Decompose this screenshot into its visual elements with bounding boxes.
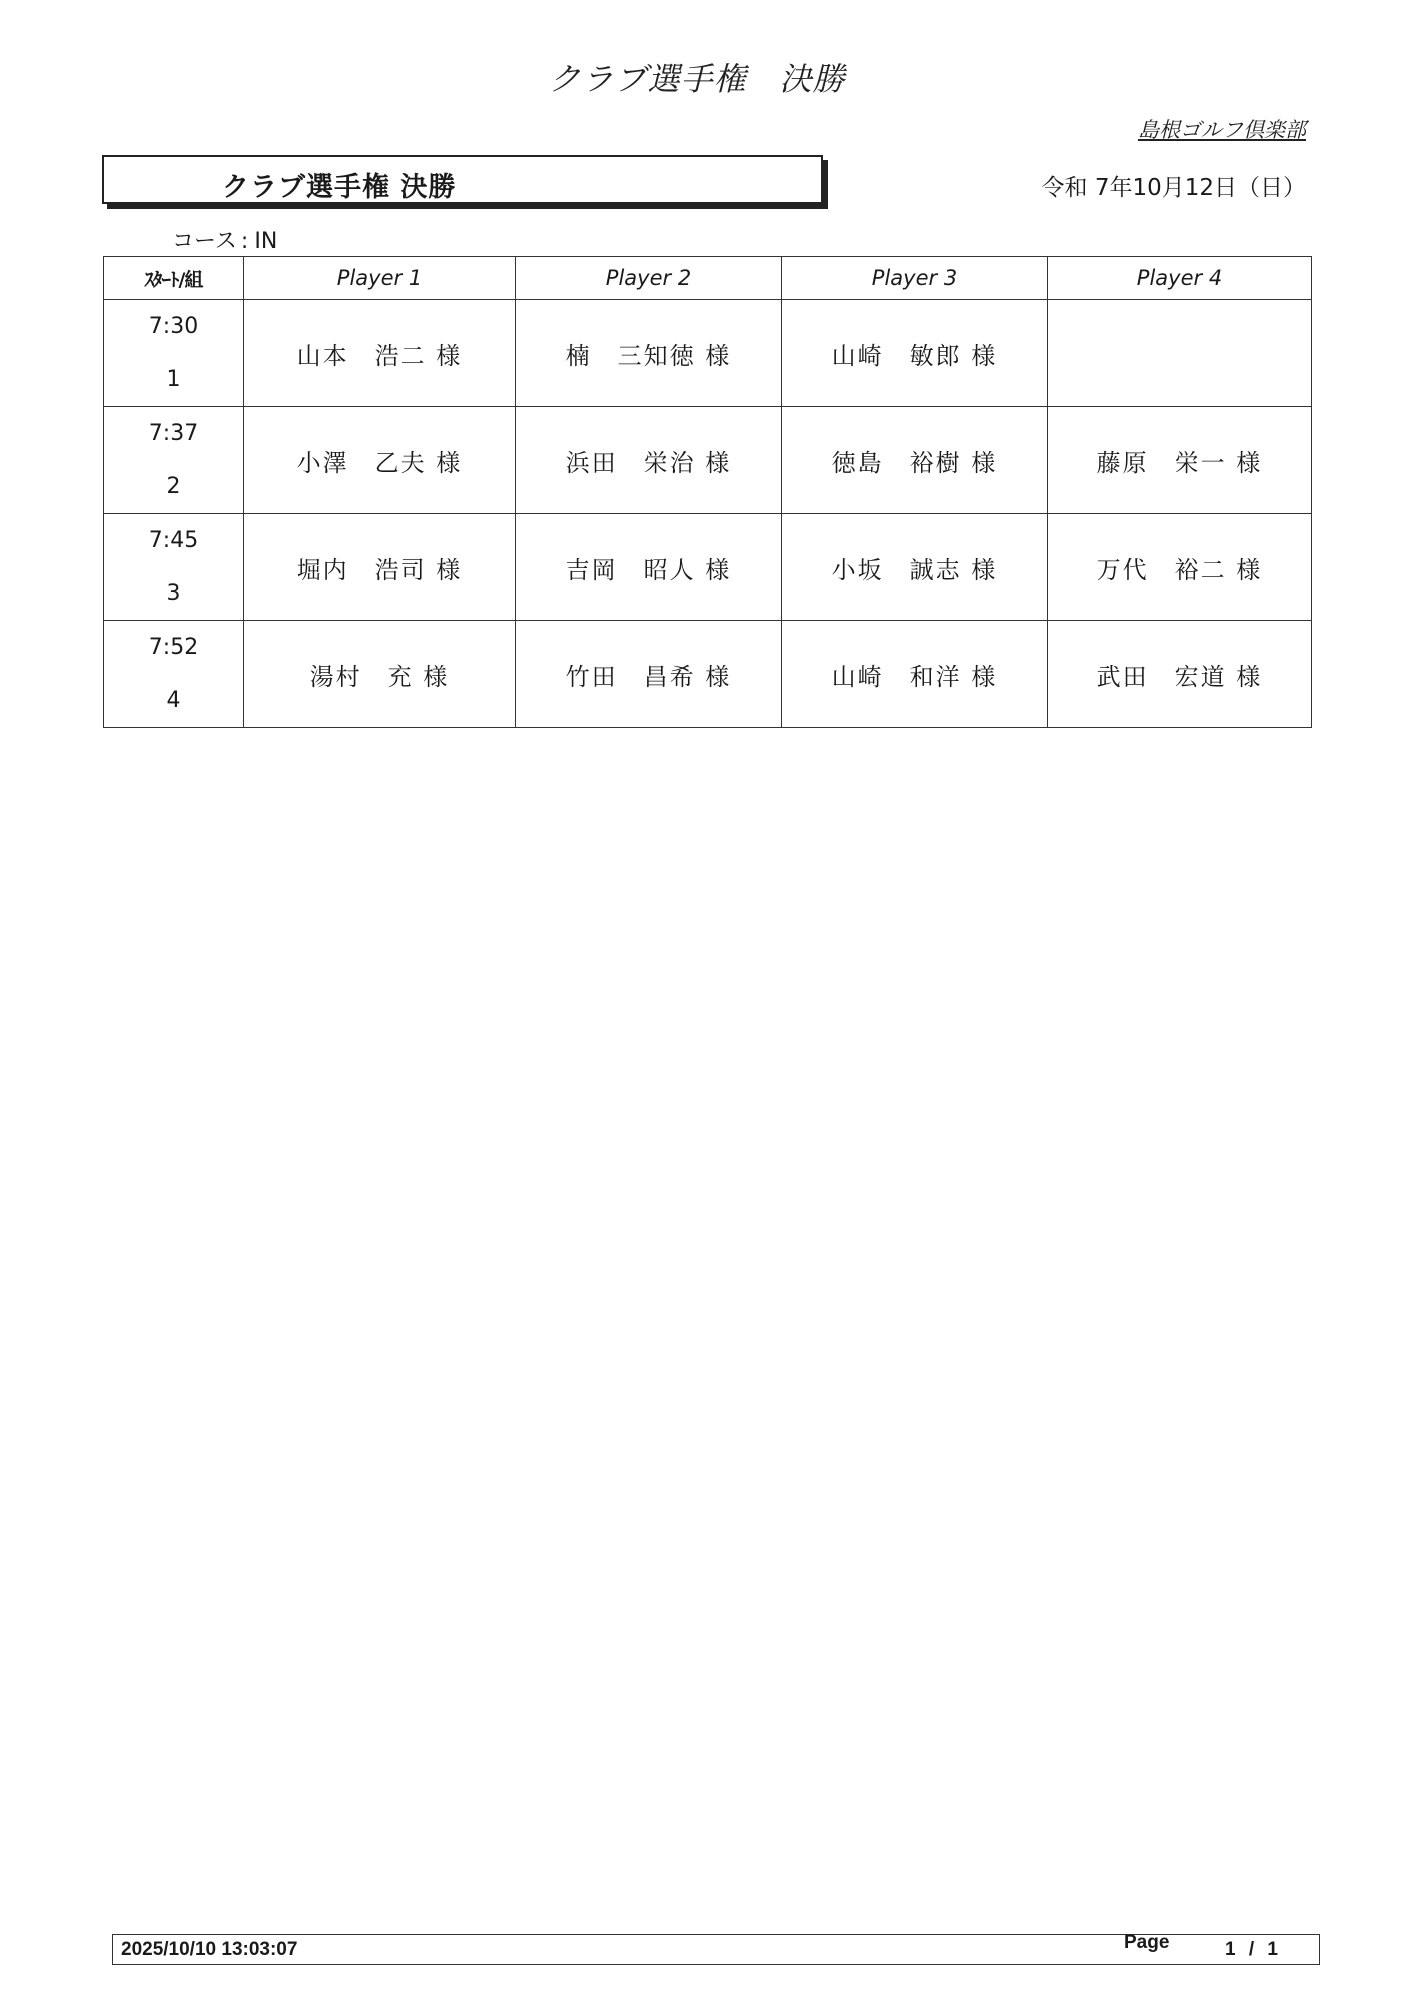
group-number: 3: [166, 581, 181, 606]
player-cell: 竹田 昌希 様: [516, 621, 782, 728]
table-row: [104, 300, 1312, 407]
page-header-title: クラブ選手権 決勝: [548, 60, 846, 98]
title-box: [102, 155, 823, 204]
table-row: [104, 514, 1312, 621]
player-cell: 小澤 乙夫 様: [244, 407, 516, 514]
player-cell: 山本 浩二 様: [244, 300, 516, 407]
course-separator: :: [240, 229, 249, 254]
page-number: 1 / 1: [1225, 1939, 1282, 1960]
header-player-3: Player 3: [782, 257, 1048, 300]
header-player-1: Player 1: [244, 257, 516, 300]
start-time: 7:30: [148, 314, 199, 339]
player-cell: 堀内 浩司 様: [244, 514, 516, 621]
start-time: 7:52: [148, 635, 199, 660]
course-line: [172, 224, 277, 255]
table-row: [104, 407, 1312, 514]
player-cell: 山崎 敏郎 様: [782, 300, 1048, 407]
group-number: 1: [166, 367, 181, 392]
group-number: 2: [166, 474, 181, 499]
event-date: 令和 7年10月12日（日）: [1041, 175, 1306, 201]
player-cell: 小坂 誠志 様: [782, 514, 1048, 621]
player-cell: 万代 裕二 様: [1048, 514, 1312, 621]
start-cell: [104, 514, 244, 621]
course-value: IN: [254, 229, 278, 254]
header-start-group: ｽﾀｰﾄ/組: [104, 257, 244, 300]
player-cell: 山崎 和洋 様: [782, 621, 1048, 728]
start-time: 7:37: [148, 421, 199, 446]
player-cell: 藤原 栄一 様: [1048, 407, 1312, 514]
player-cell: 徳島 裕樹 様: [782, 407, 1048, 514]
player-cell: 楠 三知徳 様: [516, 300, 782, 407]
start-schedule-table: [103, 256, 1312, 728]
table-row: [104, 621, 1312, 728]
course-label: コース: [172, 229, 237, 254]
club-name: 島根ゴルフ倶楽部: [1138, 118, 1306, 142]
player-cell: 浜田 栄治 様: [516, 407, 782, 514]
player-cell: 吉岡 昭人 様: [516, 514, 782, 621]
start-cell: [104, 300, 244, 407]
table-header-row: [104, 257, 1312, 300]
title-box-text: クラブ選手権 決勝: [222, 172, 457, 203]
header-player-4: Player 4: [1048, 257, 1312, 300]
print-timestamp: 2025/10/10 13:03:07: [121, 1939, 298, 1960]
player-cell: 湯村 充 様: [244, 621, 516, 728]
header-player-2: Player 2: [516, 257, 782, 300]
player-cell: [1048, 300, 1312, 407]
player-cell: 武田 宏道 様: [1048, 621, 1312, 728]
start-cell: [104, 621, 244, 728]
footer-bar: [112, 1934, 1320, 1965]
group-number: 4: [166, 688, 181, 713]
start-time: 7:45: [148, 528, 199, 553]
start-cell: [104, 407, 244, 514]
page-label: Page: [1124, 1932, 1170, 1953]
